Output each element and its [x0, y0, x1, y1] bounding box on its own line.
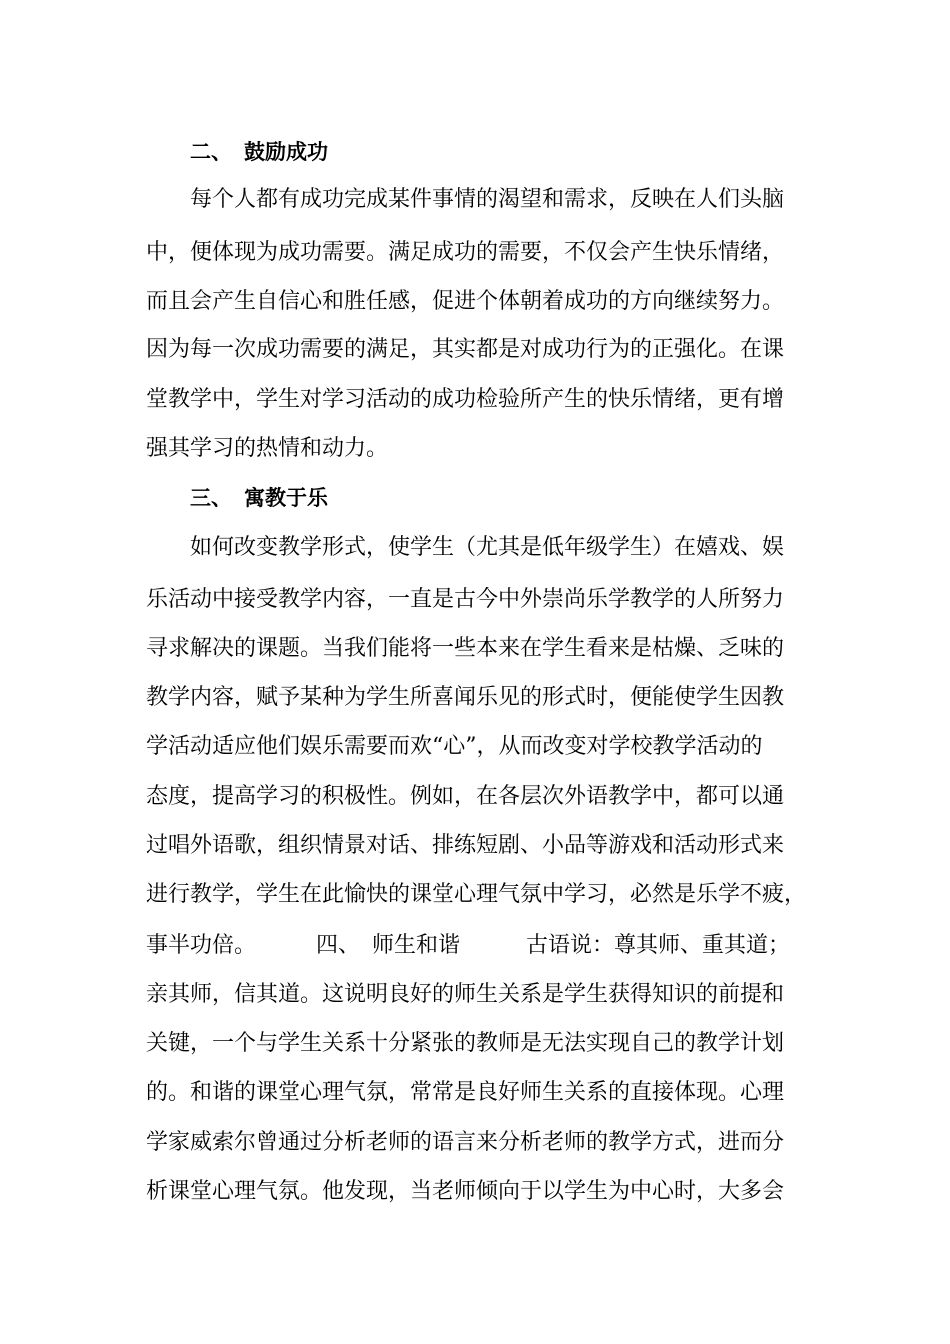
- paragraph-line: 的。和谐的课堂心理气氛，常常是良好师生关系的直接体现。心理: [146, 1080, 785, 1105]
- section-number: 四、: [316, 933, 361, 958]
- section-title: 师生和谐: [372, 933, 461, 958]
- paragraph-line: 每个人都有成功完成某件事情的渴望和需求，反映在人们头脑: [190, 187, 785, 212]
- paragraph-line: 关键，一个与学生关系十分紧张的教师是无法实现自己的教学计划: [146, 1031, 785, 1056]
- paragraph-line: 态度，提高学习的积极性。例如，在各层次外语教学中，都可以通: [146, 784, 785, 809]
- paragraph-line: 进行教学，学生在此愉快的课堂心理气氛中学习，必然是乐学不疲，: [146, 882, 807, 907]
- paragraph-line: 过唱外语歌，组织情景对话、排练短剧、小品等游戏和活动形式来: [146, 833, 785, 858]
- section-title: 寓教于乐: [244, 486, 328, 510]
- section-heading-3: [190, 478, 870, 518]
- paragraph-line: 因为每一次成功需要的满足，其实都是对成功行为的正强化。在课: [146, 337, 785, 362]
- section-number: 三、: [190, 486, 232, 510]
- paragraph-line: 而且会产生自信心和胜任感，促进个体朝着成功的方向继续努力。: [146, 289, 785, 314]
- section-number: 二、: [190, 140, 232, 164]
- mixed-line: [146, 926, 826, 966]
- section-title: 鼓励成功: [244, 140, 328, 164]
- paragraph-line: 中，便体现为成功需要。满足成功的需要，不仅会产生快乐情绪，: [146, 240, 785, 265]
- paragraph-line: 堂教学中，学生对学习活动的成功检验所产生的快乐情绪，更有增: [146, 387, 785, 412]
- paragraph-fragment: 古语说：尊其师、重其道；: [526, 933, 791, 958]
- paragraph-line: 学家威索尔曾通过分析老师的语言来分析老师的教学方式，进而分: [146, 1130, 785, 1155]
- paragraph-line: 乐活动中接受教学内容，一直是古今中外崇尚乐学教学的人所努力: [146, 587, 785, 612]
- paragraph-line: 强其学习的热情和动力。: [146, 436, 389, 461]
- paragraph-line: 寻求解决的课题。当我们能将一些本来在学生看来是枯燥、乏味的: [146, 636, 785, 661]
- paragraph-line: 亲其师，信其道。这说明良好的师生关系是学生获得知识的前提和: [146, 982, 785, 1007]
- paragraph-line: 析课堂心理气氛。他发现，当老师倾向于以学生为中心时，大多会: [146, 1179, 785, 1204]
- paragraph-line: 学活动适应他们娱乐需要而欢“心”，从而改变对学校教学活动的: [146, 734, 763, 759]
- paragraph-line: 如何改变教学形式，使学生（尤其是低年级学生）在嬉戏、娱: [190, 535, 785, 560]
- section-heading-2: [190, 132, 870, 172]
- paragraph-fragment: 事半功倍。: [146, 933, 257, 958]
- paragraph-line: 教学内容，赋予某种为学生所喜闻乐见的形式时，便能使学生因教: [146, 685, 785, 710]
